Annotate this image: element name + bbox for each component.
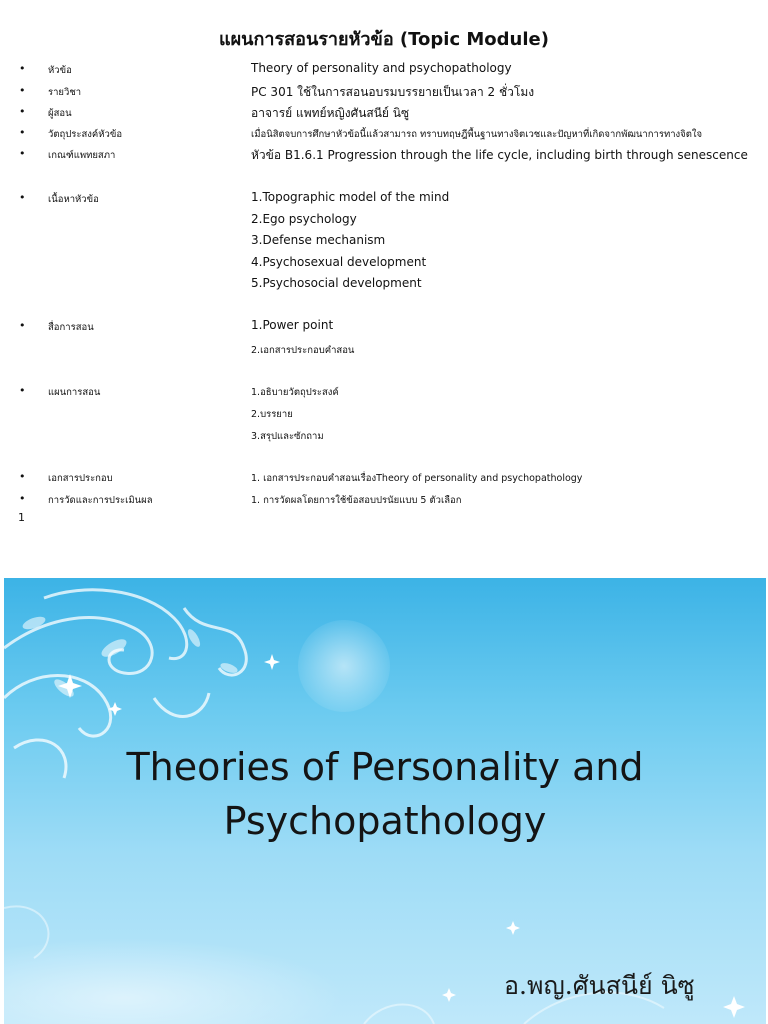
list-item [0,212,768,232]
row-criteria [0,146,768,166]
page-number: 1 [18,511,25,524]
row-value: อาจารย์ แพทย์หญิงศันสนีย์ นิซู [251,106,410,120]
content-item: 4.Psychosexual development [251,255,427,269]
row-label: วัตถุประสงค์หัวข้อ [48,129,123,140]
row-plan [0,383,768,403]
row-value: เมื่อนิสิตจบการศึกษาหัวข้อนี้แล้วสามารถ ทราบทฤษฎีพื้นฐานทางจิตเวชและปัญหาที่เกิดจากพัฒนาการทางจิตใจ [251,129,703,140]
row-content [0,190,768,210]
row-evaluation [0,491,768,511]
bullet: • [19,84,26,97]
list-item [0,341,768,361]
row-label: เอกสารประกอบ [48,473,113,484]
bullet: • [19,470,26,483]
list-item [0,276,768,296]
content-item: 1.Topographic model of the mind [251,190,450,204]
glow-ornament [4,938,344,1024]
media-item: 2.เอกสารประกอบคำสอน [251,345,355,356]
content-item: 3.Defense mechanism [251,233,386,247]
row-label: เนื้อหาหัวข้อ [48,194,99,205]
moon-icon [298,620,390,712]
bullet: • [19,147,26,160]
bullet: • [19,126,26,139]
bullet: • [19,191,26,204]
row-label: เกณฑ์แพทยสภา [48,150,116,161]
list-item [0,427,768,447]
row-value: หัวข้อ B1.6.1 Progression through the life cycle, including birth through senescence [251,148,748,162]
row-documents [0,469,768,489]
media-item: 1.Power point [251,318,334,332]
list-item [0,405,768,425]
row-label: หัวข้อ [48,65,72,76]
list-item [0,255,768,275]
bullet: • [19,319,26,332]
row-objective [0,125,768,145]
page-title: แผนการสอนรายหัวข้อ (Topic Module) [219,29,549,50]
content-item: 2.Ego psychology [251,212,357,226]
row-instructor [0,104,768,124]
list-item [0,233,768,253]
slide-title-line: Theories of Personality and [126,745,644,789]
slide-title-line: Psychopathology [223,799,547,843]
row-label: แผนการสอน [48,387,101,398]
bullet: • [19,62,26,75]
bullet: • [19,384,26,397]
document-page-2-title-slide [4,578,766,1024]
bullet: • [19,492,26,505]
plan-item: 1.อธิบายวัตถุประสงค์ [251,387,339,398]
row-course [0,83,768,103]
row-value: 1. การวัดผลโดยการใช้ข้อสอบปรนัยแบบ 5 ตัวเลือก [251,495,462,506]
row-value: PC 301 ใช้ในการสอนอบรมบรรยายเป็นเวลา 2 ชั่วโมง [251,85,535,99]
row-value: 1. เอกสารประกอบคำสอนเรื่องTheory of personality and psychopathology [251,473,583,484]
row-label: การวัดและการประเมินผล [48,495,153,506]
plan-item: 3.สรุปและซักถาม [251,431,324,442]
row-label: รายวิชา [48,87,82,98]
row-label: ผู้สอน [48,108,72,119]
bullet: • [19,105,26,118]
row-value: Theory of personality and psychopathology [251,61,512,75]
row-topic [0,61,768,81]
slide-title [4,740,766,848]
slide-author: อ.พญ.ศันสนีย์ นิซู [504,971,695,1000]
content-item: 5.Psychosocial development [251,276,422,290]
row-media [0,318,768,338]
row-label: สื่อการสอน [48,322,94,333]
plan-item: 2.บรรยาย [251,409,293,420]
